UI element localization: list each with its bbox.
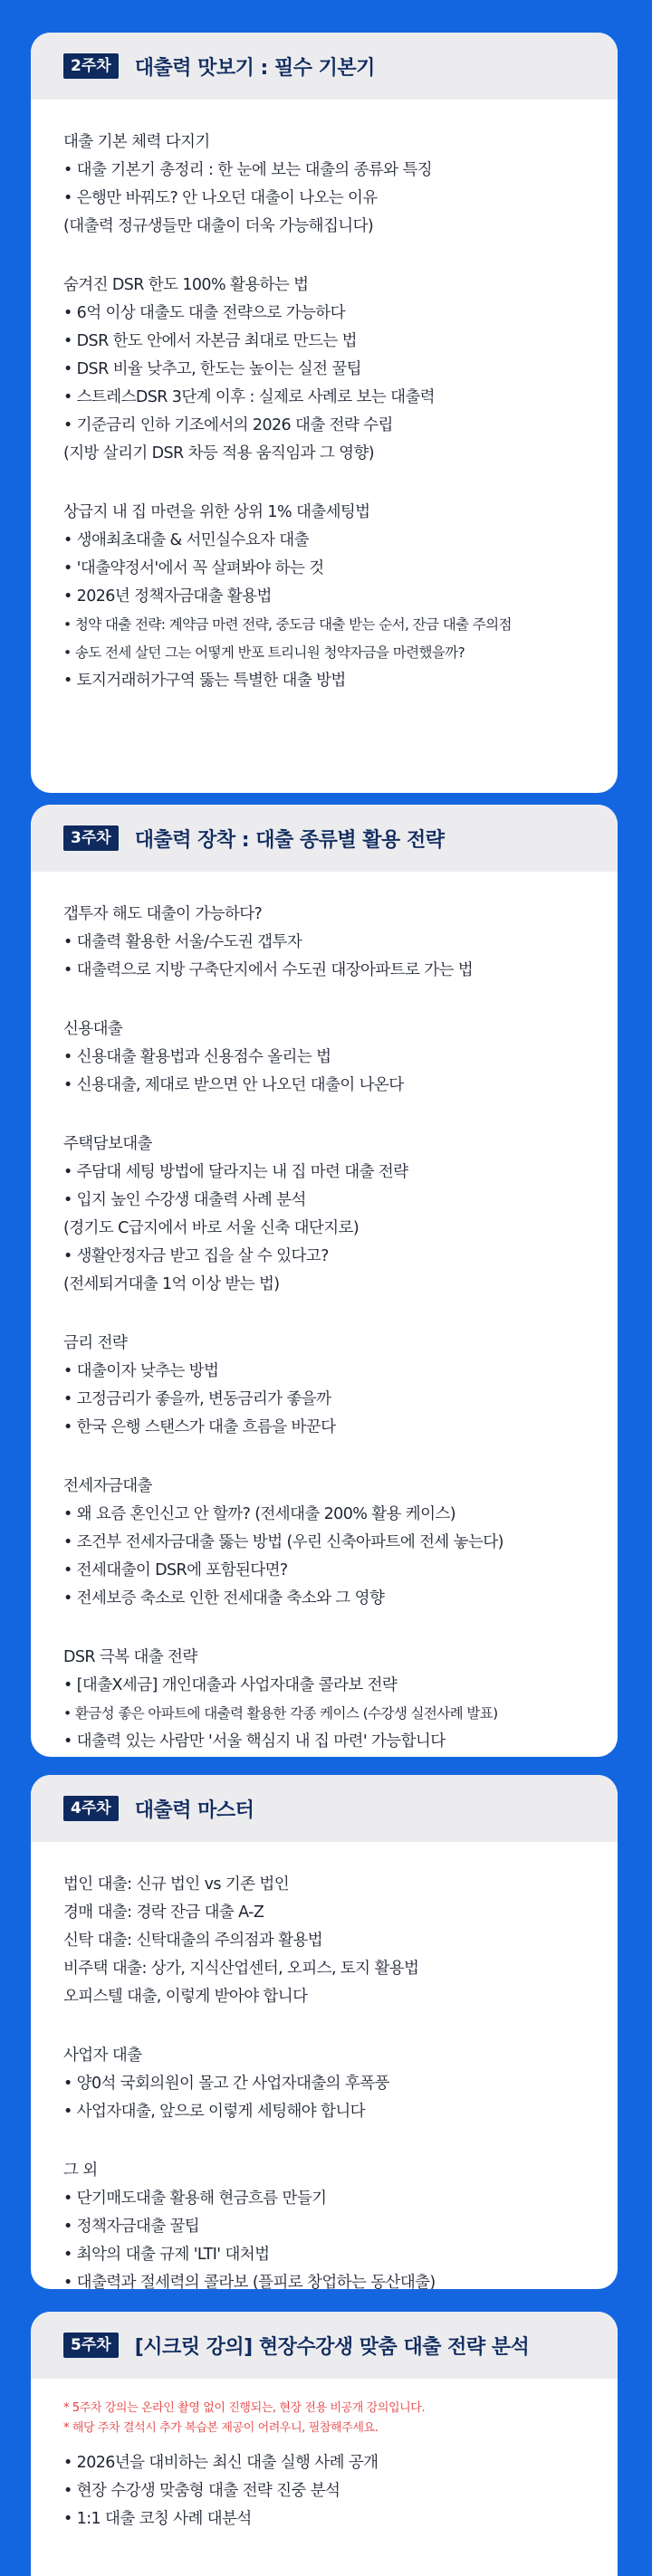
week-badge: 2주차 bbox=[63, 53, 119, 79]
list-item: • 현장 수강생 맞춤형 대출 전략 진중 분석 bbox=[63, 2482, 340, 2500]
section-mortgage bbox=[63, 1131, 618, 1299]
list-item: • 신용대출, 제대로 받으면 안 나오던 대출이 나온다 bbox=[63, 1076, 404, 1094]
week-title: [시크릿 강의] 현장수강생 맞춤 대출 전략 분석 bbox=[134, 2335, 530, 2359]
list-item: • 주담대 세팅 방법에 달라지는 내 집 마련 대출 전략 bbox=[63, 1163, 408, 1181]
list-item: • 전세보증 축소로 인한 전세대출 축소와 그 영향 bbox=[63, 1589, 385, 1608]
list-item: • 정책자금대출 꿀팁 bbox=[63, 2218, 200, 2236]
section-heading: 주택담보대출 bbox=[63, 1135, 152, 1153]
section-heading: 갭투자 해도 대출이 가능하다? bbox=[63, 905, 263, 923]
list-item: • 은행만 바꿔도? 안 나오던 대출이 나오는 이유 bbox=[63, 189, 378, 207]
list-item: • 한국 은행 스탠스가 대출 흐름을 바꾼다 bbox=[63, 1418, 336, 1436]
section-dsr bbox=[63, 272, 618, 468]
list-item-note: (경기도 C급지에서 바로 서울 신축 대단지로) bbox=[63, 1219, 360, 1237]
list-item: • [대출X세금] 개인대출과 사업자대출 콜라보 전략 bbox=[63, 1676, 398, 1694]
list-item: • 양0석 국회의원이 몰고 간 사업자대출의 후폭풍 bbox=[63, 2075, 389, 2093]
list-item: • 조건부 전세자금대출 뚫는 방법 (우린 신축아파트에 전세 놓는다) bbox=[63, 1533, 503, 1551]
list-item: 오피스텔 대출, 이렇게 받아야 합니다 bbox=[63, 1988, 308, 2006]
section-business-loan bbox=[63, 2042, 618, 2126]
list-item: • 전세대출이 DSR에 포함된다면? bbox=[63, 1561, 288, 1579]
list-item: • 6억 이상 대출도 대출 전략으로 가능하다 bbox=[63, 304, 345, 322]
section-heading: 대출 기본 체력 다지기 bbox=[63, 133, 210, 151]
list-item: 경매 대출: 경락 잔금 대출 A-Z bbox=[63, 1903, 264, 1922]
list-item: • 왜 요즘 혼인신고 안 할까? (전세대출 200% 활용 케이스) bbox=[63, 1505, 455, 1523]
section-heading: DSR 극복 대출 전략 bbox=[63, 1648, 197, 1666]
section-heading: 신용대출 bbox=[63, 1020, 123, 1038]
list-item: • 토지거래허가구역 뚫는 특별한 대출 방법 bbox=[63, 672, 346, 690]
section-heading: 그 외 bbox=[63, 2161, 98, 2180]
section-interest bbox=[63, 1330, 618, 1442]
week-5-card bbox=[31, 2312, 618, 2576]
section-heading: 금리 전략 bbox=[63, 1334, 128, 1352]
list-item: • 단기매도대출 활용해 현금흐름 만들기 bbox=[63, 2190, 327, 2208]
list-item: • 기준금리 인하 기조에서의 2026 대출 전략 수립 bbox=[63, 416, 393, 434]
list-item: • 입지 높인 수강생 대출력 사례 분석 bbox=[63, 1191, 306, 1209]
list-item: • 2026년 정책자금대출 활용법 bbox=[63, 587, 272, 606]
week-4-card bbox=[31, 1775, 618, 2289]
list-item: • '대출약정서'에서 꼭 살펴봐야 하는 것 bbox=[63, 559, 324, 577]
week-3-header bbox=[31, 805, 618, 872]
list-item: 신탁 대출: 신탁대출의 주의점과 활용법 bbox=[63, 1932, 323, 1950]
week-4-body bbox=[31, 1842, 618, 2289]
list-item-note: (대출력 정규생들만 대출이 더욱 가능해집니다) bbox=[63, 217, 374, 235]
list-item: • 대출력 활용한 서울/수도권 갭투자 bbox=[63, 933, 302, 951]
week-badge: 4주차 bbox=[63, 1796, 119, 1821]
week-2-body bbox=[31, 100, 618, 695]
section-top-tier bbox=[63, 499, 618, 695]
list-item: • 고정금리가 좋을까, 변동금리가 좋을까 bbox=[63, 1390, 331, 1408]
section-heading: 전세자금대출 bbox=[63, 1477, 152, 1495]
section-heading: 사업자 대출 bbox=[63, 2046, 142, 2065]
week-5-body bbox=[31, 2379, 618, 2533]
list-item: • 대출이자 낮추는 방법 bbox=[63, 1362, 219, 1380]
list-item: • 2026년을 대비하는 최신 대출 실행 사례 공개 bbox=[63, 2454, 379, 2472]
week-5-header bbox=[31, 2312, 618, 2379]
list-item: • 대출 기본기 총정리 : 한 눈에 보는 대출의 종류와 특징 bbox=[63, 161, 433, 179]
list-item: • 최악의 대출 규제 'LTI' 대처법 bbox=[63, 2246, 270, 2264]
list-item: • 대출력과 절세력의 콜라보 (플피로 창업하는 동산대출) bbox=[63, 2274, 436, 2289]
section-jeonse-loan bbox=[63, 1473, 618, 1613]
section-secret-lecture bbox=[63, 2449, 618, 2533]
list-item: • 대출력으로 지방 구축단지에서 수도권 대장아파트로 가는 법 bbox=[63, 961, 474, 979]
notice-block bbox=[63, 2399, 618, 2438]
week-title: 대출력 맛보기 : 필수 기본기 bbox=[134, 56, 375, 80]
list-item: • 생활안정자금 받고 집을 살 수 있다고? bbox=[63, 1247, 329, 1265]
list-item-note: (전세퇴거대출 1억 이상 받는 법) bbox=[63, 1275, 280, 1293]
week-2-card bbox=[31, 33, 618, 793]
list-item: 비주택 대출: 상가, 지식산업센터, 오피스, 토지 활용법 bbox=[63, 1960, 419, 1978]
list-item: • 청약 대출 전략: 계약금 마련 전략, 중도금 대출 받는 순서, 잔금 대출 주의점 bbox=[63, 616, 512, 633]
list-item: • 1:1 대출 코칭 사례 대분석 bbox=[63, 2510, 252, 2528]
list-item: • 송도 전세 살던 그는 어떻게 반포 트리니원 청약자금을 마련했을까? bbox=[63, 644, 465, 661]
list-item: • 환금성 좋은 아파트에 대출력 활용한 각종 케이스 (수강생 실전사례 발표) bbox=[63, 1705, 498, 1722]
list-item: • DSR 한도 안에서 자본금 최대로 만드는 법 bbox=[63, 332, 357, 350]
notice-text: * 5주차 강의는 온라인 촬영 없이 진행되는, 현장 전용 비공개 강의입니다. bbox=[63, 2401, 426, 2415]
week-badge: 5주차 bbox=[63, 2333, 119, 2358]
list-item: 법인 대출: 신규 법인 vs 기존 법인 bbox=[63, 1875, 290, 1894]
section-gap-investment bbox=[63, 901, 618, 985]
section-others bbox=[63, 2157, 618, 2289]
section-heading: 숨겨진 DSR 한도 100% 활용하는 법 bbox=[63, 276, 309, 294]
list-item: • DSR 비율 낮추고, 한도는 높이는 실전 꿀팁 bbox=[63, 360, 361, 378]
list-item: • 사업자대출, 앞으로 이렇게 세팅해야 합니다 bbox=[63, 2103, 365, 2121]
week-4-header bbox=[31, 1775, 618, 1842]
week-title: 대출력 장착 : 대출 종류별 활용 전략 bbox=[134, 828, 445, 852]
list-item: • 신용대출 활용법과 신용점수 올리는 법 bbox=[63, 1048, 331, 1066]
section-loan-types bbox=[63, 1871, 618, 2011]
section-heading: 상급지 내 집 마련을 위한 상위 1% 대출세팅법 bbox=[63, 503, 370, 521]
section-credit-loan bbox=[63, 1016, 618, 1100]
notice-text: * 해당 주차 결석시 추가 복습본 제공이 어려우니, 필참해주세요. bbox=[63, 2421, 379, 2435]
week-3-body bbox=[31, 872, 618, 1756]
section-basics bbox=[63, 129, 618, 241]
week-2-header bbox=[31, 33, 618, 100]
week-badge: 3주차 bbox=[63, 825, 119, 851]
week-3-card bbox=[31, 805, 618, 1757]
week-title: 대출력 마스터 bbox=[134, 1798, 254, 1822]
list-item: • 생애최초대출 & 서민실수요자 대출 bbox=[63, 531, 309, 549]
section-dsr-strategy bbox=[63, 1644, 618, 1756]
list-item: • 스트레스DSR 3단계 이후 : 실제로 사례로 보는 대출력 bbox=[63, 388, 435, 406]
list-item-note: (지방 살리기 DSR 차등 적용 움직임과 그 영향) bbox=[63, 444, 375, 463]
list-item: • 대출력 있는 사람만 '서울 핵심지 내 집 마련' 가능합니다 bbox=[63, 1732, 446, 1751]
